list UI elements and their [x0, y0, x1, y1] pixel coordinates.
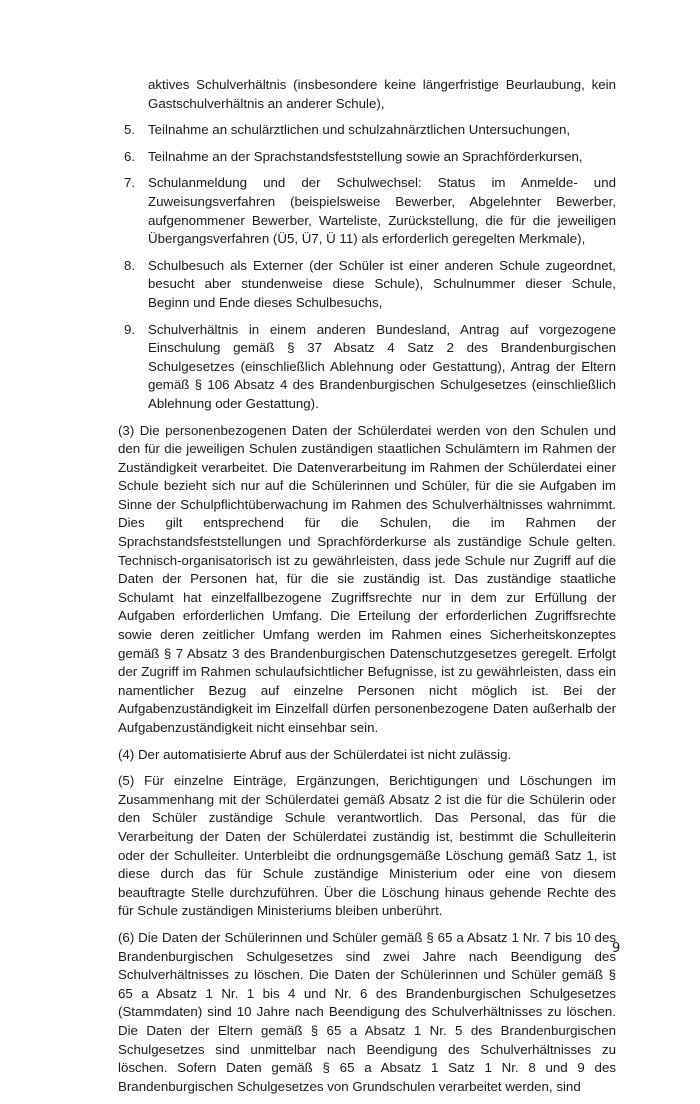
- list-item: [118, 121, 616, 140]
- list-item-number: 7.: [124, 175, 136, 191]
- list-item-text: Schulverhältnis in einem anderen Bundesland, Antrag auf vorgezogene Einschulung gemäß § 37 Absatz 4 Satz 2 des Brandenburgischen Schulgesetzes (einschließlich Ablehnung oder Gestattung), Antrag der Eltern gemäß § 106 Absatz 4 des Brandenburgischen Schulgesetzes (einschließlich Ablehnung oder Gestattung).: [148, 321, 616, 411]
- list-item: [118, 321, 616, 414]
- page-content: [118, 76, 616, 1104]
- page-number: 9: [612, 941, 621, 956]
- list-item: [118, 148, 616, 167]
- list-item: [118, 174, 616, 248]
- list-item-continuation: [118, 76, 616, 113]
- paragraph-3: (3) Die personenbezogenen Daten der Schülerdatei werden von den Schulen und den für die jeweiligen Schulen zuständigen staatlichen Schulämtern im Rahmen der Zuständigkeit verarbeitet. Die Datenverarbeitung im Rahmen der Schülerdatei einer Schule bezieht sich nur auf die Schülerinnen und Schüler, für die sie Aufgaben im Sinne der Schulpflichtüberwachung im Rahmen des Schulverhältnisses wahrnimmt. Dies gilt entsprechend für die Schulen, die im Rahmen der Sprachstandsfeststellungen und Sprachförderkurse als zuständige Schule gelten. Technisch-organisatorisch ist zu gewährleisten, dass jede Schule nur Zugriff auf die Daten der Personen hat, für die sie zuständig ist. Das zuständige staatliche Schulamt hat einzelfallbezogene Zugriffsrechte nur in dem zur Erfüllung der Aufgaben erforderlichen Umfang. Die Erteilung der erforderlichen Zugriffsrechte sowie deren zeitlicher Umfang werden im Rahmen eines Sicherheitskonzeptes gemäß § 7 Absatz 3 des Brandenburgischen Datenschutzgesetzes geregelt. Erfolgt der Zugriff im Rahmen schulaufsichtlicher Befugnisse, ist zu gewährleisten, dass ein namentlicher Bezug auf einzelne Personen nicht möglich ist. Bei der Aufgabenzuständigkeit im Einzelfall dürfen personenbezogene Daten außerhalb der Aufgabenzuständigkeit nicht einsehbar sein.: [118, 422, 616, 735]
- list-item-number: 6.: [124, 148, 136, 164]
- list-item-text: Schulanmeldung und der Schulwechsel: Status im Anmelde- und Zuweisungsverfahren (beispielsweise Bewerber, Abgelehnter Bewerber, aufgenommener Bewerber, Warteliste, Zurückstellung, die für die jeweiligen Übergangsverfahren (Ü5, Ü7, Ü 11) als erforderlich geregelten Merkmale),: [148, 175, 616, 247]
- paragraph-5: (5) Für einzelne Einträge, Ergänzungen, Berichtigungen und Löschungen im Zusammenhang mit der Schülerdatei gemäß Absatz 2 ist die für die Schülerin oder den Schüler zuständige Schule verantwortlich. Das Personal, das für die Verarbeitung der Daten der Schülerdatei zuständig ist, bestimmt die Schulleiterin oder der Schulleiter. Unterbleibt die ordnungsgemäße Löschung gemäß Satz 1, ist diese durch das für Schule zuständige Ministerium oder eine von diesem beauftragte Stelle durchzuführen. Über die Löschung hinaus gehende Rechte des für Schule zuständigen Ministeriums bleiben unberührt.: [118, 773, 616, 919]
- list-item-number: 5.: [124, 122, 136, 138]
- list-item-text: Teilnahme an der Sprachstandsfeststellung sowie an Sprachförderkursen,: [148, 148, 583, 164]
- list-item-number: 9.: [124, 321, 136, 337]
- list-item: [118, 257, 616, 313]
- list-item-text: Teilnahme an schulärztlichen und schulzahnärztlichen Untersuchungen,: [148, 122, 571, 138]
- list-item-text: Schulbesuch als Externer (der Schüler ist einer anderen Schule zugeordnet, besucht aber stundenweise diese Schule), Schulnummer dieser Schule, Beginn und Ende dieses Schulbesuchs,: [148, 257, 616, 310]
- paragraph-4: (4) Der automatisierte Abruf aus der Schülerdatei ist nicht zulässig.: [118, 746, 512, 762]
- list-item-number: 8.: [124, 257, 136, 273]
- paragraph-6: (6) Die Daten der Schülerinnen und Schüler gemäß § 65 a Absatz 1 Nr. 7 bis 10 des Brandenburgischen Schulgesetzes sind zwei Jahre nach Beendigung des Schulverhältnisses zu löschen. Die Daten der Schülerinnen und Schüler gemäß § 65 a Absatz 1 Nr. 1 bis 4 und Nr. 6 des Brandenburgischen Schulgesetzes (Stammdaten) sind 10 Jahre nach Beendigung des Schulverhältnisses zu löschen. Die Daten der Eltern gemäß § 65 a Absatz 1 Nr. 5 des Brandenburgischen Schulgesetzes sind unmittelbar nach Beendigung des Schulverhältnisses zu löschen. Sofern Daten gemäß § 65 a Absatz 1 Satz 1 Nr. 8 und 9 des Brandenburgischen Schulgesetzes von Grundschulen verarbeitet werden, sind: [118, 929, 616, 1094]
- list-item-text: aktives Schulverhältnis (insbesondere keine längerfristige Beurlaubung, kein Gastschulverhältnis an anderer Schule),: [148, 77, 616, 111]
